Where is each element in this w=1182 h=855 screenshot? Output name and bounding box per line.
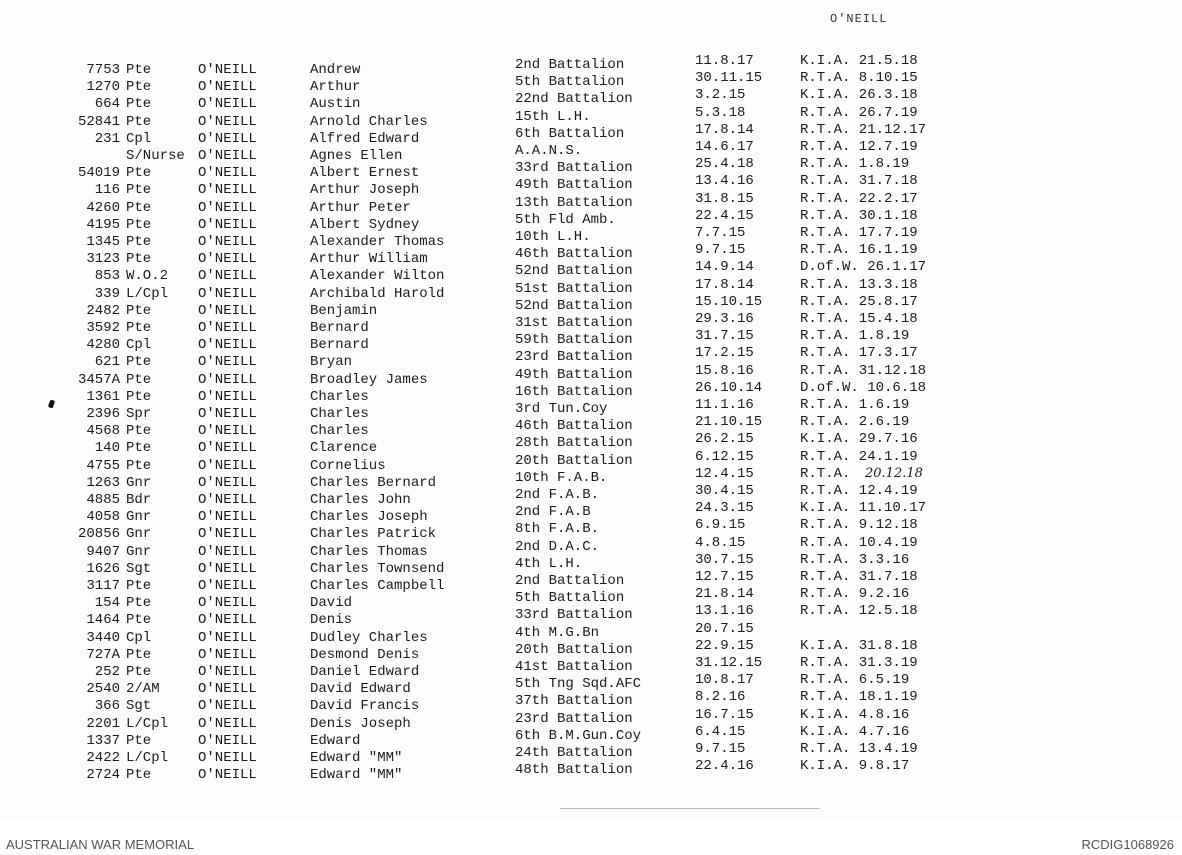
given-names: Denis bbox=[310, 612, 353, 629]
enlistment-date: 30.11.15 bbox=[695, 70, 763, 87]
rank: L/Cpl bbox=[126, 715, 169, 732]
given-names: Arthur bbox=[310, 79, 361, 96]
enlistment-date: 14.9.14 bbox=[695, 259, 754, 276]
enlistment-date: 11.8.17 bbox=[695, 53, 754, 69]
enlistment-date: 4.8.15 bbox=[695, 534, 746, 551]
surname: O'NEILL bbox=[198, 767, 257, 784]
fate: R.T.A. 12.5.18 bbox=[800, 603, 918, 620]
fate: R.T.A. 21.12.17 bbox=[800, 121, 927, 138]
fate: R.T.A. 18.1.19 bbox=[800, 689, 918, 706]
unit: 59th Battalion bbox=[515, 332, 633, 349]
enlistment-date: 30.7.15 bbox=[695, 551, 754, 568]
rank: Pte bbox=[126, 595, 152, 612]
enlistment-date: 8.2.16 bbox=[695, 689, 746, 706]
unit: 46th Battalion bbox=[515, 418, 633, 435]
service-number: 4755 bbox=[86, 457, 120, 474]
unit: 20th Battalion bbox=[515, 641, 633, 658]
rank: Pte bbox=[126, 732, 152, 749]
surname: O'NEILL bbox=[198, 268, 257, 285]
given-names: Andrew bbox=[310, 62, 361, 78]
enlistment-date: 22.4.15 bbox=[695, 207, 754, 224]
service-number: 2201 bbox=[86, 715, 120, 732]
rank: Gnr bbox=[126, 543, 152, 560]
handwritten-date-note: 20.12.18 bbox=[865, 465, 923, 481]
unit: 3rd Tun.Coy bbox=[515, 401, 608, 417]
service-number: 339 bbox=[94, 285, 120, 302]
given-names: Charles Campbell bbox=[310, 578, 445, 594]
surname: O'NEILL bbox=[198, 62, 257, 78]
rank: Pte bbox=[126, 767, 152, 784]
fate: R.T.A. 25.8.17 bbox=[800, 293, 918, 310]
surname: O'NEILL bbox=[198, 474, 257, 491]
rank: Gnr bbox=[126, 526, 152, 543]
given-names: Alfred Edward bbox=[310, 130, 420, 147]
surname: O'NEILL bbox=[198, 96, 257, 113]
unit: 51st Battalion bbox=[515, 280, 633, 297]
page-header-surname: O'NEILL bbox=[830, 12, 888, 26]
unit: 33rd Battalion bbox=[515, 160, 633, 177]
unit: 37th Battalion bbox=[515, 693, 633, 710]
rank: Gnr bbox=[126, 509, 152, 526]
unit: 23rd Battalion bbox=[515, 710, 633, 727]
service-number: 4195 bbox=[86, 216, 120, 233]
surname: O'NEILL bbox=[198, 130, 257, 147]
service-number: 621 bbox=[94, 354, 120, 371]
given-names: David Edward bbox=[310, 681, 411, 698]
service-number: 3117 bbox=[86, 578, 120, 594]
given-names: Charles Townsend bbox=[310, 560, 445, 577]
fate: K.I.A. 29.7.16 bbox=[800, 431, 918, 448]
fate: R.T.A. 9.2.16 bbox=[800, 586, 910, 603]
footer-source-label: AUSTRALIAN WAR MEMORIAL bbox=[6, 837, 195, 852]
surname: O'NEILL bbox=[198, 578, 257, 594]
rank: Pte bbox=[126, 96, 152, 113]
unit: 4th L.H. bbox=[515, 555, 583, 572]
surname: O'NEILL bbox=[198, 251, 257, 268]
surname: O'NEILL bbox=[198, 732, 257, 749]
service-number: 3123 bbox=[86, 251, 120, 268]
surname: O'NEILL bbox=[198, 629, 257, 646]
rank: Pte bbox=[126, 457, 152, 474]
ink-smudge bbox=[48, 399, 55, 408]
enlistment-date: 5.3.18 bbox=[695, 104, 746, 121]
surname: O'NEILL bbox=[198, 79, 257, 96]
enlistment-date: 13.4.16 bbox=[695, 173, 754, 190]
given-names: Cornelius bbox=[310, 457, 386, 474]
enlistment-date: 29.3.16 bbox=[695, 311, 754, 327]
rank: Sgt bbox=[126, 698, 152, 715]
rank: Sgt bbox=[126, 560, 152, 577]
rank: L/Cpl bbox=[126, 750, 169, 766]
unit: 15th L.H. bbox=[515, 108, 591, 125]
given-names: David bbox=[310, 595, 353, 612]
rank: Gnr bbox=[126, 474, 152, 491]
enlistment-date: 17.2.15 bbox=[695, 345, 754, 362]
surname: O'NEILL bbox=[198, 302, 257, 319]
service-number: 1626 bbox=[86, 560, 120, 577]
unit: 5th Fld Amb. bbox=[515, 211, 616, 228]
unit: A.A.N.S. bbox=[515, 143, 583, 159]
rank: Cpl bbox=[126, 337, 152, 354]
enlistment-date: 31.12.15 bbox=[695, 655, 763, 671]
service-number: 2540 bbox=[86, 681, 120, 698]
unit: 6th B.M.Gun.Coy bbox=[515, 727, 642, 744]
surname: O'NEILL bbox=[198, 750, 257, 766]
service-number: 231 bbox=[94, 130, 120, 147]
surname: O'NEILL bbox=[198, 148, 257, 164]
given-names: Bernard bbox=[310, 337, 369, 354]
rank: Pte bbox=[126, 62, 152, 78]
service-number: 2482 bbox=[86, 302, 120, 319]
service-number: 1464 bbox=[86, 612, 120, 629]
service-number: 4260 bbox=[86, 199, 120, 216]
service-number: 9407 bbox=[86, 543, 120, 560]
given-names: Austin bbox=[310, 96, 361, 113]
enlistment-date: 7.7.15 bbox=[695, 225, 746, 241]
footer-document-id: RCDIG1068926 bbox=[1081, 837, 1174, 852]
given-names: Alexander Thomas bbox=[310, 234, 445, 250]
enlistment-date: 26.2.15 bbox=[695, 431, 754, 448]
rank: Spr bbox=[126, 406, 152, 422]
unit: 52nd Battalion bbox=[515, 263, 633, 280]
service-number: 1361 bbox=[86, 388, 120, 405]
fate: R.T.A. 16.1.19 bbox=[800, 242, 918, 259]
rank: Pte bbox=[126, 165, 152, 182]
service-number: 3457A bbox=[77, 371, 120, 388]
fate: R.T.A. 2.6.19 bbox=[800, 414, 910, 431]
enlistment-date: 15.8.16 bbox=[695, 362, 754, 379]
surname: O'NEILL bbox=[198, 285, 257, 302]
given-names: Charles Joseph bbox=[310, 509, 428, 526]
given-names: Daniel Edward bbox=[310, 664, 420, 680]
rank: Pte bbox=[126, 664, 152, 680]
surname: O'NEILL bbox=[198, 595, 257, 612]
given-names: Charles bbox=[310, 406, 369, 422]
rank: Pte bbox=[126, 182, 152, 199]
surname: O'NEILL bbox=[198, 165, 257, 182]
given-names: Arthur Peter bbox=[310, 199, 411, 216]
given-names: Benjamin bbox=[310, 302, 378, 319]
service-number: 3592 bbox=[86, 320, 120, 336]
given-names: Dudley Charles bbox=[310, 629, 428, 646]
unit: 48th Battalion bbox=[515, 762, 633, 779]
service-number: 154 bbox=[94, 595, 120, 612]
service-number: 20856 bbox=[77, 526, 120, 543]
unit: 10th F.A.B. bbox=[515, 469, 608, 486]
rank: W.O.2 bbox=[126, 268, 169, 285]
given-names: Charles bbox=[310, 423, 369, 440]
surname: O'NEILL bbox=[198, 526, 257, 543]
enlistment-date: 21.8.14 bbox=[695, 586, 754, 603]
service-number: 3440 bbox=[86, 629, 120, 646]
enlistment-date: 6.9.15 bbox=[695, 517, 746, 534]
fate: R.T.A. 22.2.17 bbox=[800, 190, 918, 207]
enlistment-date: 30.4.15 bbox=[695, 483, 754, 499]
surname: O'NEILL bbox=[198, 681, 257, 698]
surname: O'NEILL bbox=[198, 354, 257, 371]
service-number: 1270 bbox=[86, 79, 120, 96]
unit: 10th L.H. bbox=[515, 229, 591, 245]
rank: Pte bbox=[126, 113, 152, 130]
given-names: Albert Ernest bbox=[310, 165, 420, 182]
unit: 5th Tng Sqd.AFC bbox=[515, 676, 642, 693]
fate: K.I.A. 11.10.17 bbox=[800, 500, 927, 517]
given-names: Charles Patrick bbox=[310, 526, 437, 543]
enlistment-date: 12.7.15 bbox=[695, 569, 754, 585]
enlistment-date: 14.6.17 bbox=[695, 139, 754, 155]
rank: Pte bbox=[126, 423, 152, 440]
service-number: 664 bbox=[94, 96, 120, 113]
unit: 41st Battalion bbox=[515, 659, 633, 675]
given-names: Charles Thomas bbox=[310, 543, 428, 560]
enlistment-date: 16.7.15 bbox=[695, 706, 754, 723]
surname: O'NEILL bbox=[198, 543, 257, 560]
unit: 28th Battalion bbox=[515, 435, 633, 452]
enlistment-date: 22.9.15 bbox=[695, 637, 754, 654]
rank: S/Nurse bbox=[126, 148, 185, 164]
unit: 5th Battalion bbox=[515, 590, 625, 607]
fate: K.I.A. 4.7.16 bbox=[800, 723, 910, 740]
fate: R.T.A. 6.5.19 bbox=[800, 672, 910, 689]
fate: R.T.A. 12.7.19 bbox=[800, 139, 918, 155]
given-names: Arnold Charles bbox=[310, 113, 428, 130]
rank: Pte bbox=[126, 578, 152, 594]
service-number: 116 bbox=[94, 182, 120, 199]
given-names: Charles bbox=[310, 388, 369, 405]
unit: 23rd Battalion bbox=[515, 349, 633, 366]
enlistment-date: 9.7.15 bbox=[695, 242, 746, 259]
unit: 2nd Battalion bbox=[515, 57, 625, 73]
given-names: Broadley James bbox=[310, 371, 428, 388]
unit: 20th Battalion bbox=[515, 452, 633, 469]
fate: K.I.A. 21.5.18 bbox=[800, 53, 918, 69]
service-number: 4280 bbox=[86, 337, 120, 354]
unit: 2nd F.A.B. bbox=[515, 487, 600, 503]
fate: D.of.W. 10.6.18 bbox=[800, 379, 927, 396]
rank: Pte bbox=[126, 302, 152, 319]
unit: 49th Battalion bbox=[515, 177, 633, 194]
footer-bar bbox=[0, 820, 1182, 855]
given-names: Arthur Joseph bbox=[310, 182, 420, 199]
unit: 4th M.G.Bn bbox=[515, 624, 600, 641]
fate: R.T.A. bbox=[800, 465, 851, 482]
service-number: 7753 bbox=[86, 62, 120, 78]
given-names: Alexander Wilton bbox=[310, 268, 445, 285]
surname: O'NEILL bbox=[198, 199, 257, 216]
service-number: 4058 bbox=[86, 509, 120, 526]
enlistment-date: 17.8.14 bbox=[695, 276, 754, 293]
fate: R.T.A. 15.4.18 bbox=[800, 311, 918, 327]
enlistment-date: 31.7.15 bbox=[695, 328, 754, 345]
fate: K.I.A. 9.8.17 bbox=[800, 758, 910, 775]
enlistment-date: 21.10.15 bbox=[695, 414, 763, 431]
surname: O'NEILL bbox=[198, 234, 257, 250]
rank: 2/AM bbox=[126, 681, 160, 698]
surname: O'NEILL bbox=[198, 698, 257, 715]
surname: O'NEILL bbox=[198, 320, 257, 336]
rank: Pte bbox=[126, 646, 152, 663]
rank: Pte bbox=[126, 320, 152, 336]
enlistment-date: 6.12.15 bbox=[695, 448, 754, 465]
rank: Pte bbox=[126, 251, 152, 268]
surname: O'NEILL bbox=[198, 457, 257, 474]
service-number: 2396 bbox=[86, 406, 120, 422]
surname: O'NEILL bbox=[198, 406, 257, 422]
fate: R.T.A. 1.8.19 bbox=[800, 156, 910, 173]
given-names: David Francis bbox=[310, 698, 420, 715]
enlistment-date: 17.8.14 bbox=[695, 121, 754, 138]
fate: R.T.A. 31.7.18 bbox=[800, 173, 918, 190]
fate: K.I.A. 4.8.16 bbox=[800, 706, 910, 723]
fate: R.T.A. 8.10.15 bbox=[800, 70, 918, 87]
fate: R.T.A. 1.6.19 bbox=[800, 397, 910, 413]
surname: O'NEILL bbox=[198, 715, 257, 732]
rank: Pte bbox=[126, 612, 152, 629]
unit: 46th Battalion bbox=[515, 246, 633, 263]
service-number: 1345 bbox=[86, 234, 120, 250]
fate: R.T.A. 31.3.19 bbox=[800, 655, 918, 671]
unit: 33rd Battalion bbox=[515, 607, 633, 624]
service-number: 4568 bbox=[86, 423, 120, 440]
unit: 52nd Battalion bbox=[515, 297, 633, 314]
unit: 2nd F.A.B bbox=[515, 504, 591, 521]
fate: R.T.A. 17.3.17 bbox=[800, 345, 918, 362]
unit: 2nd Battalion bbox=[515, 573, 625, 589]
enlistment-date: 22.4.16 bbox=[695, 758, 754, 775]
given-names: Clarence bbox=[310, 440, 378, 457]
fate: K.I.A. 31.8.18 bbox=[800, 637, 918, 654]
rank: Pte bbox=[126, 388, 152, 405]
rank: Pte bbox=[126, 79, 152, 96]
rank: Pte bbox=[126, 199, 152, 216]
given-names: Denis Joseph bbox=[310, 715, 411, 732]
fate: R.T.A. 31.12.18 bbox=[800, 362, 927, 379]
service-number: 52841 bbox=[77, 113, 120, 130]
unit: 6th Battalion bbox=[515, 125, 625, 142]
given-names: Charles Bernard bbox=[310, 474, 437, 491]
unit: 31st Battalion bbox=[515, 315, 633, 331]
fate: R.T.A. 12.4.19 bbox=[800, 483, 918, 499]
fate: R.T.A. 26.7.19 bbox=[800, 104, 918, 121]
given-names: Bryan bbox=[310, 354, 353, 371]
fate: K.I.A. 26.3.18 bbox=[800, 87, 918, 104]
service-number: 1263 bbox=[86, 474, 120, 491]
enlistment-date: 15.10.15 bbox=[695, 293, 763, 310]
rank: Pte bbox=[126, 216, 152, 233]
surname: O'NEILL bbox=[198, 646, 257, 663]
service-number: 853 bbox=[94, 268, 120, 285]
rank: L/Cpl bbox=[126, 285, 169, 302]
unit: 22nd Battalion bbox=[515, 91, 633, 108]
given-names: Albert Sydney bbox=[310, 216, 420, 233]
fate: R.T.A. 9.12.18 bbox=[800, 517, 918, 534]
enlistment-date: 24.3.15 bbox=[695, 500, 754, 517]
enlistment-date: 11.1.16 bbox=[695, 397, 754, 413]
fate: R.T.A. 30.1.18 bbox=[800, 207, 918, 224]
service-number: 366 bbox=[94, 698, 120, 715]
page-edge-line bbox=[560, 808, 820, 809]
fate: D.of.W. 26.1.17 bbox=[800, 259, 927, 276]
fate: R.T.A. 13.3.18 bbox=[800, 276, 918, 293]
surname: O'NEILL bbox=[198, 423, 257, 440]
given-names: Edward "MM" bbox=[310, 750, 403, 766]
enlistment-date: 6.4.15 bbox=[695, 723, 746, 740]
unit: 8th F.A.B. bbox=[515, 521, 600, 538]
enlistment-date: 31.8.15 bbox=[695, 190, 754, 207]
rank: Bdr bbox=[126, 492, 152, 508]
service-number: 4885 bbox=[86, 492, 120, 508]
given-names: Edward "MM" bbox=[310, 767, 403, 784]
fate: R.T.A. 10.4.19 bbox=[800, 534, 918, 551]
service-number: 1337 bbox=[86, 732, 120, 749]
unit: 13th Battalion bbox=[515, 194, 633, 211]
surname: O'NEILL bbox=[198, 492, 257, 508]
enlistment-date: 10.8.17 bbox=[695, 672, 754, 689]
unit: 24th Battalion bbox=[515, 745, 633, 761]
enlistment-date: 9.7.15 bbox=[695, 741, 746, 757]
enlistment-date: 3.2.15 bbox=[695, 87, 746, 104]
given-names: Archibald Harold bbox=[310, 285, 445, 302]
surname: O'NEILL bbox=[198, 612, 257, 629]
fate: R.T.A. 3.3.16 bbox=[800, 551, 910, 568]
service-number: 2422 bbox=[86, 750, 120, 766]
given-names: Charles John bbox=[310, 492, 411, 508]
enlistment-date: 25.4.18 bbox=[695, 156, 754, 173]
surname: O'NEILL bbox=[198, 664, 257, 680]
surname: O'NEILL bbox=[198, 509, 257, 526]
rank: Pte bbox=[126, 234, 152, 250]
rank: Cpl bbox=[126, 629, 152, 646]
surname: O'NEILL bbox=[198, 113, 257, 130]
rank: Pte bbox=[126, 354, 152, 371]
fate: R.T.A. 17.7.19 bbox=[800, 225, 918, 241]
surname: O'NEILL bbox=[198, 337, 257, 354]
unit: 49th Battalion bbox=[515, 366, 633, 383]
given-names: Bernard bbox=[310, 320, 369, 336]
given-names: Desmond Denis bbox=[310, 646, 420, 663]
service-number: 2724 bbox=[86, 767, 120, 784]
surname: O'NEILL bbox=[198, 216, 257, 233]
enlistment-date: 12.4.15 bbox=[695, 465, 754, 482]
given-names: Arthur William bbox=[310, 251, 428, 268]
rank: Pte bbox=[126, 440, 152, 457]
service-number: 54019 bbox=[77, 165, 120, 182]
fate: R.T.A. 13.4.19 bbox=[800, 741, 918, 757]
given-names: Edward bbox=[310, 732, 361, 749]
surname: O'NEILL bbox=[198, 371, 257, 388]
fate: R.T.A. 1.8.19 bbox=[800, 328, 910, 345]
unit: 2nd D.A.C. bbox=[515, 538, 600, 555]
service-number: 252 bbox=[94, 664, 120, 680]
given-names: Agnes Ellen bbox=[310, 148, 403, 164]
service-number: 140 bbox=[94, 440, 120, 457]
service-number: 727A bbox=[86, 646, 120, 663]
surname: O'NEILL bbox=[198, 560, 257, 577]
surname: O'NEILL bbox=[198, 440, 257, 457]
surname: O'NEILL bbox=[198, 182, 257, 199]
enlistment-date: 26.10.14 bbox=[695, 379, 763, 396]
enlistment-date: 20.7.15 bbox=[695, 620, 754, 637]
surname: O'NEILL bbox=[198, 388, 257, 405]
rank: Cpl bbox=[126, 130, 152, 147]
fate: R.T.A. 31.7.18 bbox=[800, 569, 918, 585]
unit: 16th Battalion bbox=[515, 383, 633, 400]
unit: 5th Battalion bbox=[515, 74, 625, 91]
rank: Pte bbox=[126, 371, 152, 388]
enlistment-date: 13.1.16 bbox=[695, 603, 754, 620]
fate: R.T.A. 24.1.19 bbox=[800, 448, 918, 465]
